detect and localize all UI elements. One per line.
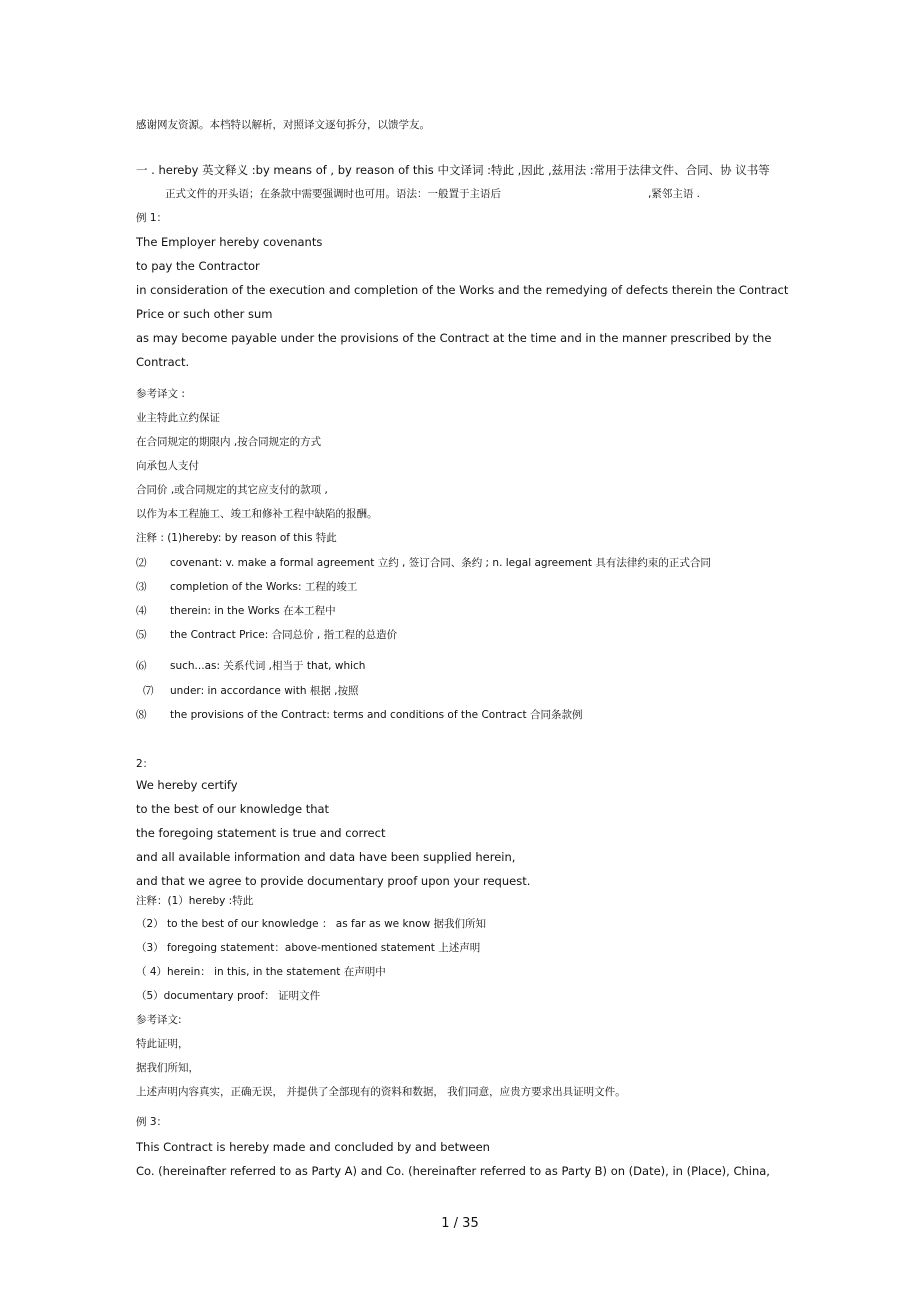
example1-translation-line: 合同价 ,或合同规定的其它应支付的款项 , — [136, 484, 328, 496]
example1-translation-line: 向承包人支付 — [136, 460, 199, 472]
section1-heading-line2a: 正式文件的开头语；在条款中需要强调时也可用。语法：一般置于主语后 — [165, 188, 501, 200]
note-text: the Contract Price: 合同总价 , 指工程的总造价 — [170, 629, 398, 641]
note-text: covenant: v. make a formal agreement 立约 , 签订合同、条约 ; n. legal agreement 具有法律约束的正式合同 — [170, 557, 711, 569]
example2-translation-line: 特此证明， — [136, 1038, 189, 1050]
note-number: ⑺ — [143, 685, 154, 697]
note-number: ⑹ — [136, 660, 147, 672]
note-number: ⑻ — [136, 709, 147, 721]
example2-english-line: to the best of our knowledge that — [136, 802, 330, 816]
example1-label: 例 1： — [136, 212, 168, 224]
example2-translation-line: 据我们所知， — [136, 1062, 199, 1074]
note-number: ⑸ — [136, 629, 147, 641]
note-text: completion of the Works: 工程的竣工 — [170, 581, 358, 593]
section1-heading-line2b: ,紧邻主语 . — [648, 188, 701, 200]
example1-translation-line: 业主特此立约保证 — [136, 412, 220, 424]
note-text: therein: in the Works 在本工程中 — [170, 605, 336, 617]
section1-heading-line1: 一 . hereby 英文释义 :by means of , by reason of this 中文译词 :特此 ,因此 ,兹用法 :常用于法律文件、合同、协 议书等 — [136, 163, 770, 177]
example1-translation-label: 参考译文 : — [136, 388, 185, 400]
example2-english-line: the foregoing statement is true and correct — [136, 826, 386, 840]
note-number: ⑵ — [136, 557, 147, 569]
example1-translation-line: 在合同规定的期限内 ,按合同规定的方式 — [136, 436, 322, 448]
example1-english-line: as may become payable under the provisions of the Contract at the time and in the manner prescribed by the — [136, 331, 772, 345]
note-text: the provisions of the Contract: terms and conditions of the Contract 合同条款例 — [170, 709, 583, 721]
example3-english-line: Co. (hereinafter referred to as Party A) and Co. (hereinafter referred to as Party B) on (Date), in (Place), China, — [136, 1164, 770, 1178]
example2-note: （5）documentary proof： 证明文件 — [136, 990, 321, 1002]
note-number: ⑶ — [136, 581, 147, 593]
note-number: ⑷ — [136, 605, 147, 617]
example2-english-line: We hereby certify — [136, 778, 238, 792]
example1-english-line: to pay the Contractor — [136, 259, 260, 273]
example1-notes-head: 注释 : (1)hereby: by reason of this 特此 — [136, 532, 337, 544]
example2-note: （ 4）herein： in this, in the statement 在声明中 — [136, 966, 386, 978]
page-number: 1 / 35 — [441, 1216, 479, 1231]
example3-english-line: This Contract is hereby made and concluded by and between — [136, 1140, 490, 1154]
example1-translation-line: 以作为本工程施工、竣工和修补工程中缺陷的报酬。 — [136, 508, 378, 520]
example2-english-line: and that we agree to provide documentary proof upon your request. — [136, 874, 531, 888]
example2-english-line: and all available information and data have been supplied herein, — [136, 850, 516, 864]
example2-translation-line: 上述声明内容真实，正确无误， 并提供了全部现有的资料和数据， 我们同意，应贵方要求出具证明文件。 — [136, 1086, 626, 1098]
example1-english-line: Price or such other sum — [136, 307, 273, 321]
example1-english-line: The Employer hereby covenants — [136, 235, 323, 249]
example1-english-line: Contract. — [136, 355, 190, 369]
example2-label: 2： — [136, 758, 154, 770]
note-text: such...as: 关系代词 ,相当于 that, which — [170, 660, 366, 672]
example2-notes-head: 注释：(1）hereby :特此 — [136, 895, 254, 907]
example2-translation-label: 参考译文: — [136, 1014, 182, 1026]
example2-note: （3） foregoing statement：above-mentioned statement 上述声明 — [136, 942, 481, 954]
note-text: under: in accordance with 根据 ,按照 — [170, 685, 359, 697]
intro-line: 感谢网友资源。本档特以解析，对照译文逐句拆分，以馈学友。 — [136, 119, 430, 131]
example2-note: （2） to the best of our knowledge ： as far as we know 据我们所知 — [136, 918, 487, 930]
example1-english-line: in consideration of the execution and completion of the Works and the remedying of defects therein the Contract — [136, 283, 789, 297]
example3-label: 例 3： — [136, 1116, 168, 1128]
